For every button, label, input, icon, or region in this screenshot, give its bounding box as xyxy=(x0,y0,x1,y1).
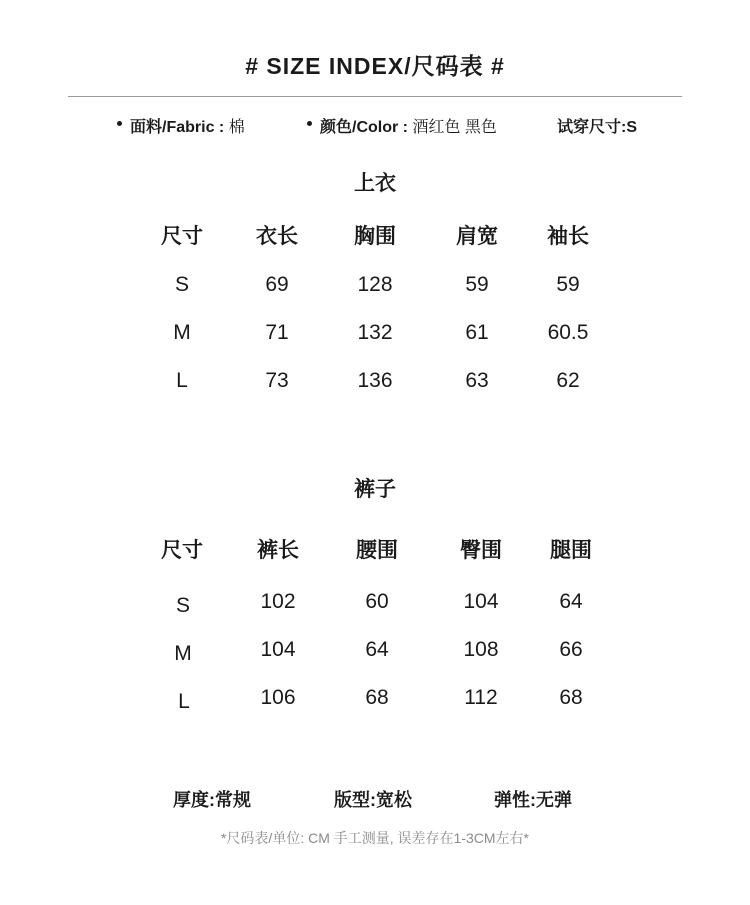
fabric-label: 面料/Fabric : xyxy=(130,119,225,136)
value-cell: 112 xyxy=(464,686,498,709)
header-cell: 尺寸 xyxy=(161,225,203,248)
thickness-info: 厚度:常规 xyxy=(173,790,251,810)
value-cell: 68 xyxy=(559,686,583,709)
size-cell: L xyxy=(178,690,190,713)
value-cell: 108 xyxy=(463,638,499,661)
value-cell: 71 xyxy=(265,321,289,344)
value-cell: 60 xyxy=(365,590,389,613)
value-cell: 68 xyxy=(365,686,389,709)
value-cell: 104 xyxy=(463,590,499,613)
value-cell: 128 xyxy=(357,273,393,296)
trial-size: 试穿尺寸:S xyxy=(557,119,638,136)
value-cell: 63 xyxy=(465,369,489,392)
size-cell: L xyxy=(176,369,188,392)
fit-info: 版型:宽松 xyxy=(334,790,412,810)
value-cell: 73 xyxy=(265,369,289,392)
header-cell: 臀围 xyxy=(460,539,502,562)
value-cell: 136 xyxy=(357,369,393,392)
fabric-info xyxy=(117,114,245,137)
header-cell: 腿围 xyxy=(550,539,592,562)
divider xyxy=(68,96,682,97)
value-cell: 62 xyxy=(556,369,580,392)
color-info xyxy=(307,114,497,137)
size-cell: S xyxy=(175,594,190,617)
value-cell: 64 xyxy=(365,638,389,661)
header-cell: 胸围 xyxy=(354,225,396,248)
header-cell: 肩宽 xyxy=(456,225,498,248)
value-cell: 59 xyxy=(556,273,580,296)
bullet-icon xyxy=(117,121,122,126)
value-cell: 64 xyxy=(559,590,583,613)
pants-section-title: 裤子 xyxy=(354,478,396,501)
header-cell: 袖长 xyxy=(547,225,589,248)
measurement-note: *尺码表/单位: CM 手工测量, 误差存在1-3CM左右* xyxy=(220,830,529,846)
size-cell: S xyxy=(174,273,189,296)
page-title: # SIZE INDEX/尺码表 # xyxy=(245,53,505,79)
header-cell: 衣长 xyxy=(256,225,298,248)
value-cell: 60.5 xyxy=(547,321,589,344)
value-cell: 59 xyxy=(465,273,489,296)
value-cell: 106 xyxy=(260,686,296,709)
color-value: 酒红色 黑色 xyxy=(412,119,497,136)
top-section-title: 上衣 xyxy=(354,172,396,195)
value-cell: 69 xyxy=(265,273,289,296)
header-cell: 腰围 xyxy=(356,539,398,562)
header-cell: 尺寸 xyxy=(161,539,203,562)
size-cell: M xyxy=(174,642,192,665)
value-cell: 102 xyxy=(260,590,296,613)
value-cell: 61 xyxy=(465,321,489,344)
value-cell: 104 xyxy=(260,638,296,661)
value-cell: 132 xyxy=(357,321,393,344)
size-cell: M xyxy=(173,321,191,344)
fabric-value: 棉 xyxy=(228,119,245,136)
bullet-icon xyxy=(307,121,312,126)
color-label: 颜色/Color : xyxy=(320,119,408,136)
header-cell: 裤长 xyxy=(257,539,299,562)
elasticity-info: 弹性:无弹 xyxy=(494,790,572,810)
value-cell: 66 xyxy=(559,638,583,661)
